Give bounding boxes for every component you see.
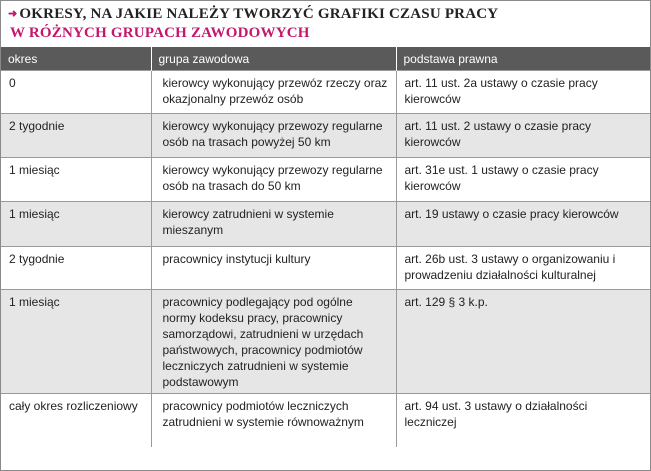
table-row (1, 158, 650, 202)
cell-basis: art. 26b ust. 3 ustawy o organizowaniu i prowadzeniu działalności kulturalnej (396, 247, 650, 290)
table-row (1, 394, 650, 447)
cell-basis: art. 19 ustawy o czasie pracy kierowców (396, 202, 650, 247)
table-row (1, 114, 650, 158)
cell-basis: art. 31e ust. 1 ustawy o czasie pracy kierowców (396, 158, 650, 202)
title-block (1, 1, 650, 47)
cell-basis: art. 129 § 3 k.p. (396, 290, 650, 394)
title-text-1: OKRESY, NA JAKIE NALEŻY TWORZYĆ GRAFIKI CZASU PRACY (19, 6, 499, 22)
cell-group: pracownicy instytucji kultury (151, 247, 396, 290)
cell-period: 2 tygodnie (1, 247, 151, 290)
cell-group: pracownicy podmiotów leczniczych zatrudnieni w systemie równoważnym (151, 394, 396, 447)
header-basis: podstawa prawna (396, 47, 650, 71)
cell-group: kierowcy zatrudnieni w systemie mieszanym (151, 202, 396, 247)
cell-group: kierowcy wykonujący przewozy regularne osób na trasach powyżej 50 km (151, 114, 396, 158)
table-row (1, 247, 650, 290)
cell-basis: art. 11 ust. 2a ustawy o czasie pracy kierowców (396, 71, 650, 114)
cell-period: cały okres rozliczeniowy (1, 394, 151, 447)
cell-period: 1 miesiąc (1, 158, 151, 202)
periods-table (1, 47, 650, 447)
cell-basis: art. 11 ust. 2 ustawy o czasie pracy kierowców (396, 114, 650, 158)
cell-group: kierowcy wykonujący przewóz rzeczy oraz okazjonalny przewóz osób (151, 71, 396, 114)
cell-basis: art. 94 ust. 3 ustawy o działalności leczniczej (396, 394, 650, 447)
cell-period: 1 miesiąc (1, 202, 151, 247)
cell-period: 1 miesiąc (1, 290, 151, 394)
table-row (1, 202, 650, 247)
cell-period: 2 tygodnie (1, 114, 151, 158)
arrow-icon: ➜ (8, 8, 18, 20)
table-header-row (1, 47, 650, 71)
cell-group: kierowcy wykonujący przewozy regularne osób na trasach do 50 km (151, 158, 396, 202)
cell-period: 0 (1, 71, 151, 114)
table-row (1, 290, 650, 394)
title-line-2: W RÓŻNYCH GRUPACH ZAWODOWYCH (10, 25, 310, 41)
table-row (1, 71, 650, 114)
header-period: okres (1, 47, 151, 71)
cell-group: pracownicy podlegający pod ogólne normy kodeksu pracy, pracownicy samorządowi, zatrudnieni w urzędach państwowych, pracownicy podmiotów leczniczych zatrudnieni w systemie podstawowym (151, 290, 396, 394)
title-line-1 (8, 6, 498, 23)
header-group: grupa zawodowa (151, 47, 396, 71)
